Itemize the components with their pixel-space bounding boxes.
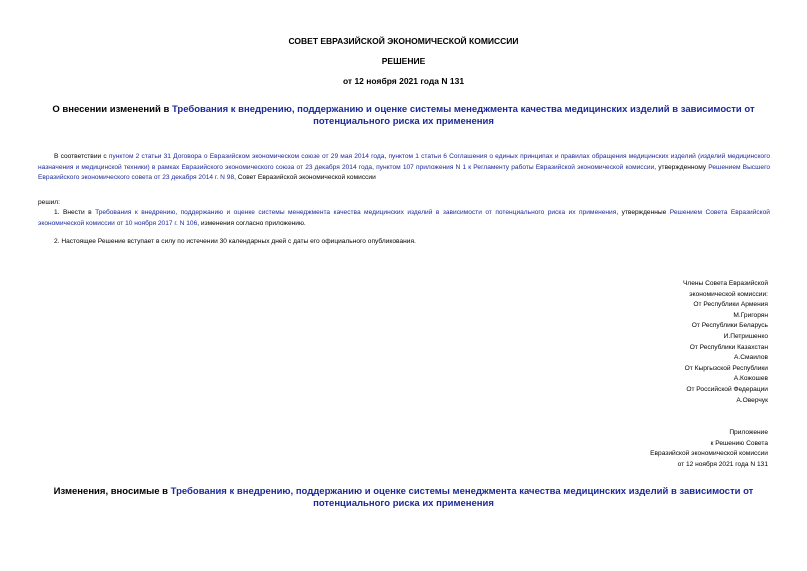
appendix-line: от 12 ноября 2021 года N 131 <box>677 460 768 468</box>
signer-line: А.Оверчук <box>736 396 768 404</box>
signer-line: От Республики Беларусь <box>691 322 768 330</box>
changes-title-prefix: Изменения, вносимые в <box>53 486 171 497</box>
preamble-text-2: , <box>384 153 389 160</box>
signer-line: экономической комиссии: <box>689 290 768 298</box>
item-1-requirements-link[interactable]: Требования к внедрению, поддержанию и оценке системы менеджмента качества медицинских изделий в зависимости от потенциального риска их применения <box>95 209 617 216</box>
item-1-text-1: 1. Внести в <box>54 209 96 216</box>
appendix-line: Приложение <box>729 429 768 436</box>
signer-line: А.Смаилов <box>734 354 768 362</box>
regulation-appendix-link[interactable]: пунктом 107 приложения N 1 к Регламенту работы Евразийской экономической комиссии <box>376 163 655 171</box>
signers-block <box>683 279 768 406</box>
council-decision-106-link[interactable]: Решением Совета Евразийской экономической комиссии от 10 ноября 2017 г. N 106 <box>38 209 770 227</box>
signer-line: От Республики Казахстан <box>689 343 768 351</box>
preamble-text-5: , Совет Евразийской экономической комиссии <box>234 174 376 181</box>
preamble-paragraph <box>38 152 770 184</box>
signer-line: От Кыргызской Республики <box>684 364 768 372</box>
decided-label: решил: <box>38 199 60 206</box>
appendix-line: к Решению Совета <box>710 439 768 447</box>
preamble-text-3: , <box>372 163 377 171</box>
decision-title <box>30 104 777 128</box>
signer-line: От Республики Армения <box>693 301 768 309</box>
item-1-paragraph <box>38 208 770 229</box>
preamble-text-1: В соответствии с <box>54 153 109 160</box>
appendix-line: Евразийской экономической комиссии <box>650 450 768 458</box>
agreement-article-link[interactable]: пунктом 1 статьи 6 Соглашения о единых принципах и правилах обращения медицинских изделий (изделий медицинского назначения и медицинской техники) в рамках Евразийского экономического союза от 23 декабря 2014 года <box>38 153 771 171</box>
supreme-council-decision-link[interactable]: Решением Высшего Евразийского экономического совета от 23 декабря 2014 г. N 98 <box>38 163 770 181</box>
signer-line: Члены Совета Евразийской <box>682 280 768 287</box>
decision-title-prefix: О внесении изменений в <box>52 104 172 115</box>
item-2-paragraph: 2. Настоящее Решение вступает в силу по истечении 30 календарных дней с даты его официального опубликования. <box>54 238 416 245</box>
requirements-link[interactable]: Требования к внедрению, поддержанию и оценке системы менеджмента качества медицинских изделий в зависимости от потенциального риска их применения <box>171 104 755 127</box>
appendix-block <box>650 428 768 470</box>
treaty-article-link[interactable]: пунктом 2 статьи 31 Договора о Евразийском экономическом союзе от 29 мая 2014 года <box>108 153 385 160</box>
council-name: СОВЕТ ЕВРАЗИЙСКОЙ ЭКОНОМИЧЕСКОЙ КОМИССИИ <box>288 36 519 46</box>
document-type: РЕШЕНИЕ <box>381 56 426 66</box>
signer-line: От Российской Федерации <box>686 385 768 393</box>
preamble-text-4: , утвержденному <box>654 163 709 171</box>
changes-title <box>30 486 777 510</box>
document-date-number: от 12 ноября 2021 года N 131 <box>342 76 465 86</box>
item-1-text-3: , изменения согласно приложению. <box>197 219 306 227</box>
changes-requirements-link[interactable]: Требования к внедрению, поддержанию и оценке системы менеджмента качества медицинских изделий в зависимости от потенциального риска их применения <box>170 486 754 509</box>
signer-line: М.Григорян <box>733 311 768 319</box>
signer-line: И.Петришенко <box>723 332 768 340</box>
signer-line: А.Кожошев <box>733 375 768 383</box>
item-1-text-2: , утвержденные <box>616 209 670 216</box>
